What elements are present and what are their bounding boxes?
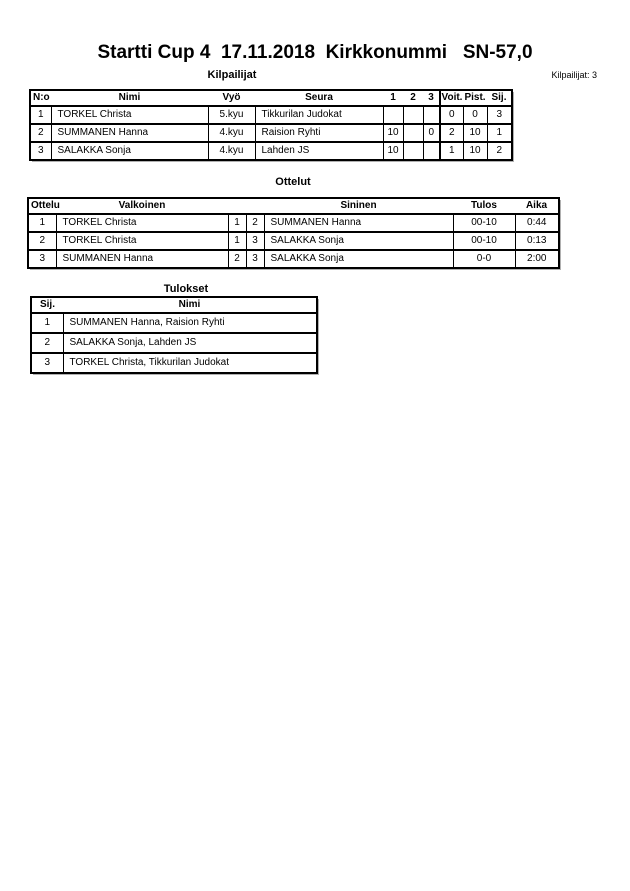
col-header-blue: Sininen (264, 198, 453, 214)
result-row (31, 333, 317, 353)
cell-points: 0 (463, 106, 487, 124)
cell-match3: 0 (423, 124, 440, 142)
col-header-club: Seura (255, 90, 383, 106)
col-header-match2: 2 (403, 90, 423, 106)
match-row (28, 232, 559, 250)
col-header-place: Sij. (31, 297, 63, 313)
cell-points: 10 (463, 142, 487, 160)
cell-wins: 0 (440, 106, 463, 124)
cell-blue-no: 3 (246, 250, 264, 268)
col-header-result: Tulos (453, 198, 515, 214)
cell-belt: 4.kyu (208, 142, 255, 160)
col-header-name: Nimi (63, 297, 317, 313)
competitor-row (30, 124, 512, 142)
cell-match-no: 2 (28, 232, 56, 250)
matches-header-row (28, 198, 559, 214)
cell-white-no: 2 (228, 250, 246, 268)
cell-white-name: SUMMANEN Hanna (56, 250, 228, 268)
cell-time: 0:13 (515, 232, 559, 250)
cell-blue-no: 2 (246, 214, 264, 232)
result-row (31, 353, 317, 373)
cell-match2 (403, 142, 423, 160)
cell-name-club: SALAKKA Sonja, Lahden JS (63, 333, 317, 353)
cell-name: TORKEL Christa (51, 106, 208, 124)
cell-club: Raision Ryhti (255, 124, 383, 142)
cell-belt: 4.kyu (208, 124, 255, 142)
results-header-row (31, 297, 317, 313)
cell-name: SALAKKA Sonja (51, 142, 208, 160)
col-header-name: Nimi (51, 90, 208, 106)
cell-wins: 2 (440, 124, 463, 142)
cell-white-name: TORKEL Christa (56, 232, 228, 250)
competitors-header-row (30, 90, 512, 106)
col-header-wins: Voit. (440, 90, 463, 106)
cell-club: Lahden JS (255, 142, 383, 160)
cell-points: 10 (463, 124, 487, 142)
match-row (28, 214, 559, 232)
cell-result: 0-0 (453, 250, 515, 268)
cell-match1: 10 (383, 124, 403, 142)
cell-match1 (383, 106, 403, 124)
cell-result: 00-10 (453, 232, 515, 250)
col-header-match3: 3 (423, 90, 440, 106)
competitor-row (30, 106, 512, 124)
result-row (31, 313, 317, 333)
col-header-belt: Vyö (208, 90, 255, 106)
cell-no: 2 (30, 124, 51, 142)
col-header-white: Valkoinen (56, 198, 228, 214)
cell-match3 (423, 142, 440, 160)
cell-blue-name: SALAKKA Sonja (264, 250, 453, 268)
competitor-count-label: Kilpailijat: 3 (551, 70, 597, 80)
cell-match2 (403, 124, 423, 142)
page-title: Startti Cup 4 17.11.2018 Kirkkonummi SN-57,0 (97, 42, 533, 63)
cell-place: 2 (31, 333, 63, 353)
col-header-match: Ottelu (28, 198, 56, 214)
cell-blue-name: SALAKKA Sonja (264, 232, 453, 250)
col-header-no: N:o (30, 90, 51, 106)
cell-result: 00-10 (453, 214, 515, 232)
col-header-points: Pist. (463, 90, 487, 106)
competitors-heading: Kilpailijat (207, 69, 257, 81)
cell-white-no: 1 (228, 214, 246, 232)
competitor-row (30, 142, 512, 160)
cell-no: 1 (30, 106, 51, 124)
cell-time: 2:00 (515, 250, 559, 268)
col-header-place: Sij. (487, 90, 512, 106)
col-header-match1: 1 (383, 90, 403, 106)
cell-white-no: 1 (228, 232, 246, 250)
cell-place: 3 (31, 353, 63, 373)
cell-match-no: 1 (28, 214, 56, 232)
match-row (28, 250, 559, 268)
cell-blue-no: 3 (246, 232, 264, 250)
results-heading: Tulokset (163, 283, 209, 295)
cell-place: 1 (31, 313, 63, 333)
cell-club: Tikkurilan Judokat (255, 106, 383, 124)
cell-time: 0:44 (515, 214, 559, 232)
cell-name: SUMMANEN Hanna (51, 124, 208, 142)
cell-no: 3 (30, 142, 51, 160)
results-table (30, 296, 318, 374)
col-header-time: Aika (515, 198, 559, 214)
cell-match-no: 3 (28, 250, 56, 268)
cell-white-name: TORKEL Christa (56, 214, 228, 232)
cell-belt: 5.kyu (208, 106, 255, 124)
cell-name-club: SUMMANEN Hanna, Raision Ryhti (63, 313, 317, 333)
cell-match3 (423, 106, 440, 124)
matches-table (27, 197, 560, 269)
competitors-table (29, 89, 513, 161)
col-header-competitor-numbers (228, 198, 264, 214)
matches-heading: Ottelut (275, 176, 311, 188)
cell-match1: 10 (383, 142, 403, 160)
cell-wins: 1 (440, 142, 463, 160)
cell-name-club: TORKEL Christa, Tikkurilan Judokat (63, 353, 317, 373)
cell-place: 3 (487, 106, 512, 124)
cell-place: 1 (487, 124, 512, 142)
cell-match2 (403, 106, 423, 124)
cell-place: 2 (487, 142, 512, 160)
cell-blue-name: SUMMANEN Hanna (264, 214, 453, 232)
